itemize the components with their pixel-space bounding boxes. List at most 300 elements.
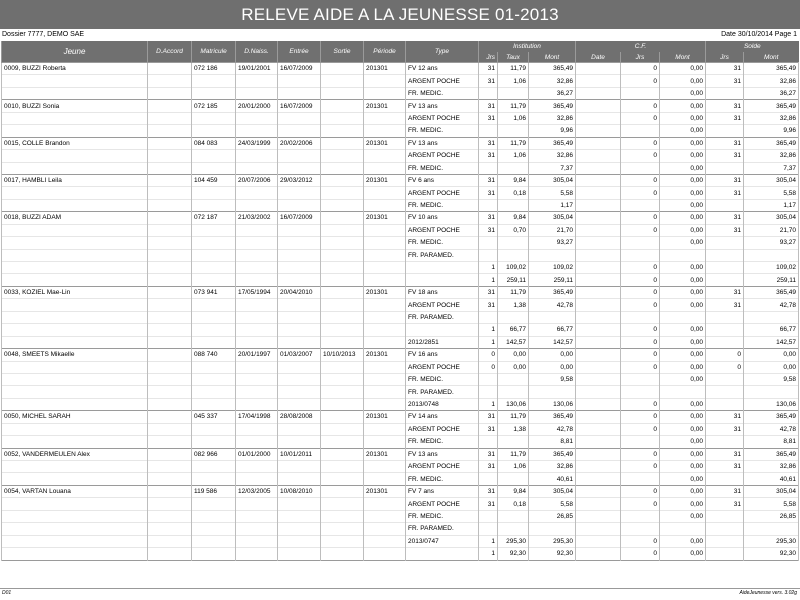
cell-taux [498,87,529,99]
cell-jeune: 0018, BUZZI ADAM [2,212,148,224]
table-row [2,398,799,410]
cell-taux: 1,06 [498,112,529,124]
cell-dnaiss [236,461,278,473]
cell-cmont: 0,00 [660,212,706,224]
cell-dnaiss [236,510,278,522]
cell-daccord [148,336,192,348]
cell-jeune [2,237,148,249]
cell-cmont: 0,00 [660,548,706,560]
cell-cmont: 0,00 [660,162,706,174]
cell-ijrs [479,249,498,261]
cell-type: ARGENT POCHE [406,299,479,311]
cell-entree: 20/02/2006 [278,137,321,149]
cell-ijrs [479,386,498,398]
cell-type: FR. MEDIC. [406,436,479,448]
cell-cjrs [621,373,660,385]
cell-sortie [321,224,364,236]
footer-code: D01 [2,590,12,596]
cell-sjrs: 31 [706,448,744,460]
cell-cmont: 0,00 [660,423,706,435]
cell-cmont: 0,00 [660,100,706,112]
cell-matricule: 072 187 [192,212,236,224]
cell-cmont [660,249,706,261]
cell-taux: 1,38 [498,423,529,435]
cell-imont [529,311,576,323]
cell-sjrs: 31 [706,411,744,423]
cell-daccord [148,100,192,112]
table-row [2,199,799,211]
cell-periode: 201301 [364,485,406,497]
cell-imont: 142,57 [529,336,576,348]
cell-matricule [192,75,236,87]
cell-cdate [576,398,621,410]
cell-type: FR. MEDIC. [406,162,479,174]
cell-taux: 9,84 [498,174,529,186]
cell-smont: 32,86 [744,461,799,473]
cell-cdate [576,199,621,211]
col-jeune: Jeune [2,41,148,63]
cell-dnaiss [236,199,278,211]
cell-taux [498,386,529,398]
cell-ijrs: 0 [479,361,498,373]
cell-dnaiss [236,324,278,336]
cell-cmont: 0,00 [660,535,706,547]
cell-dnaiss [236,75,278,87]
cell-imont: 1,17 [529,199,576,211]
cell-jeune [2,548,148,560]
cell-sortie [321,262,364,274]
cell-entree: 16/07/2009 [278,63,321,75]
cell-ijrs: 31 [479,137,498,149]
cell-dnaiss [236,386,278,398]
cell-smont: 365,49 [744,448,799,460]
cell-cmont: 0,00 [660,187,706,199]
cell-jeune [2,274,148,286]
cell-dnaiss [236,361,278,373]
cell-sortie [321,150,364,162]
cell-sjrs: 31 [706,63,744,75]
cell-cmont: 0,00 [660,436,706,448]
cell-type: FR. MEDIC. [406,87,479,99]
cell-periode [364,262,406,274]
table-row [2,125,799,137]
cell-cmont: 0,00 [660,112,706,124]
cell-sjrs: 31 [706,174,744,186]
cell-imont: 365,49 [529,137,576,149]
table-row [2,461,799,473]
cell-matricule [192,87,236,99]
cell-sortie [321,373,364,385]
cell-periode [364,361,406,373]
cell-daccord [148,274,192,286]
table-row [2,386,799,398]
cell-dnaiss: 21/03/2002 [236,212,278,224]
cell-jeune: 0017, HAMBLI Leila [2,174,148,186]
cell-cdate [576,162,621,174]
cell-matricule [192,461,236,473]
cell-periode [364,237,406,249]
cell-imont: 9,96 [529,125,576,137]
cell-imont: 32,86 [529,150,576,162]
cell-periode [364,523,406,535]
cell-imont [529,386,576,398]
cell-smont: 32,86 [744,75,799,87]
cell-periode [364,436,406,448]
cell-smont: 92,30 [744,548,799,560]
cell-imont: 109,02 [529,262,576,274]
cell-dnaiss: 12/03/2005 [236,485,278,497]
cell-smont: 259,11 [744,274,799,286]
cell-ijrs: 1 [479,535,498,547]
cell-sortie [321,523,364,535]
cell-sortie [321,510,364,522]
cell-entree: 16/07/2009 [278,212,321,224]
cell-dnaiss [236,299,278,311]
cell-cjrs [621,311,660,323]
cell-daccord [148,386,192,398]
table-row [2,212,799,224]
cell-cdate [576,75,621,87]
table-row [2,224,799,236]
cell-sjrs [706,473,744,485]
cell-type: FV 16 ans [406,349,479,361]
cell-imont: 40,61 [529,473,576,485]
cell-sortie [321,398,364,410]
cell-jeune: 0054, VARTAN Louana [2,485,148,497]
cell-jeune [2,75,148,87]
cell-daccord [148,535,192,547]
cell-smont: 365,49 [744,137,799,149]
cell-entree [278,386,321,398]
cell-type: ARGENT POCHE [406,112,479,124]
cell-entree [278,436,321,448]
cell-matricule [192,224,236,236]
cell-jeune [2,398,148,410]
cell-entree: 20/04/2010 [278,286,321,298]
col-inst-jrs: Jrs [479,52,498,63]
cell-matricule [192,274,236,286]
cell-ijrs: 1 [479,398,498,410]
cell-sortie [321,448,364,460]
cell-type: 2013/0748 [406,398,479,410]
cell-periode: 201301 [364,137,406,149]
cell-smont: 305,04 [744,212,799,224]
cell-ijrs: 31 [479,75,498,87]
cell-type: FR. MEDIC. [406,373,479,385]
cell-jeune [2,112,148,124]
table-row [2,262,799,274]
cell-entree [278,187,321,199]
table-row [2,274,799,286]
cell-smont [744,523,799,535]
cell-periode: 201301 [364,286,406,298]
cell-sjrs: 31 [706,461,744,473]
cell-dnaiss: 01/01/2000 [236,448,278,460]
cell-ijrs: 31 [479,485,498,497]
cell-smont: 365,49 [744,286,799,298]
cell-cdate [576,274,621,286]
cell-cjrs: 0 [621,63,660,75]
cell-ijrs [479,473,498,485]
cell-sortie: 10/10/2013 [321,349,364,361]
table-row [2,436,799,448]
cell-sjrs: 31 [706,112,744,124]
cell-matricule [192,162,236,174]
cell-periode [364,125,406,137]
table-row [2,286,799,298]
cell-smont: 1,17 [744,199,799,211]
cell-imont: 26,85 [529,510,576,522]
cell-matricule [192,436,236,448]
table-row [2,311,799,323]
cell-type: ARGENT POCHE [406,224,479,236]
cell-ijrs [479,237,498,249]
cell-sjrs [706,386,744,398]
cell-cdate [576,212,621,224]
cell-imont: 0,00 [529,361,576,373]
cell-sjrs [706,373,744,385]
releve-table [1,41,799,561]
cell-dnaiss [236,125,278,137]
col-cf-jrs: Jrs [621,52,660,63]
cell-cjrs: 0 [621,262,660,274]
cell-cdate [576,523,621,535]
cell-cjrs: 0 [621,548,660,560]
cell-type [406,324,479,336]
cell-matricule [192,199,236,211]
cell-ijrs [479,87,498,99]
cell-cjrs: 0 [621,224,660,236]
cell-entree: 29/03/2012 [278,174,321,186]
cell-periode: 201301 [364,212,406,224]
cell-smont: 21,70 [744,224,799,236]
cell-cjrs [621,249,660,261]
cell-cmont: 0,00 [660,199,706,211]
cell-cdate [576,411,621,423]
cell-periode: 201301 [364,63,406,75]
cell-imont: 5,58 [529,498,576,510]
table-row [2,349,799,361]
cell-smont: 109,02 [744,262,799,274]
cell-cmont: 0,00 [660,373,706,385]
cell-smont: 32,86 [744,150,799,162]
cell-matricule [192,398,236,410]
cell-dnaiss [236,523,278,535]
cell-jeune: 0010, BUZZI Sonia [2,100,148,112]
cell-ijrs: 31 [479,112,498,124]
col-group-institution: Institution [479,41,576,52]
table-body [2,63,799,561]
cell-dnaiss: 20/01/1997 [236,349,278,361]
cell-matricule [192,498,236,510]
cell-type: FV 13 ans [406,448,479,460]
cell-cmont: 0,00 [660,125,706,137]
cell-sortie [321,87,364,99]
cell-jeune [2,373,148,385]
cell-cjrs [621,87,660,99]
date-page-label: Date 30/10/2014 Page 1 [721,31,797,38]
table-row [2,100,799,112]
cell-periode [364,461,406,473]
cell-daccord [148,523,192,535]
cell-cdate [576,299,621,311]
table-row [2,237,799,249]
cell-imont: 295,30 [529,535,576,547]
cell-smont: 9,58 [744,373,799,385]
cell-sjrs: 31 [706,423,744,435]
cell-sortie [321,137,364,149]
cell-daccord [148,361,192,373]
cell-jeune: 0050, MICHEL SARAH [2,411,148,423]
cell-sjrs [706,535,744,547]
cell-matricule [192,249,236,261]
cell-type: FV 12 ans [406,63,479,75]
cell-cjrs [621,510,660,522]
cell-smont: 93,27 [744,237,799,249]
table-row [2,150,799,162]
cell-jeune [2,224,148,236]
cell-imont: 0,00 [529,349,576,361]
cell-taux: 142,57 [498,336,529,348]
cell-dnaiss: 17/05/1994 [236,286,278,298]
cell-type: FV 14 ans [406,411,479,423]
cell-ijrs: 31 [479,150,498,162]
cell-cdate [576,548,621,560]
cell-cmont: 0,00 [660,237,706,249]
cell-entree [278,461,321,473]
cell-periode [364,548,406,560]
cell-cjrs: 0 [621,299,660,311]
cell-jeune [2,249,148,261]
cell-jeune [2,423,148,435]
cell-sortie [321,237,364,249]
cell-cdate [576,473,621,485]
col-cf-date: Date [576,52,621,63]
cell-matricule [192,510,236,522]
table-row [2,423,799,435]
cell-entree [278,498,321,510]
cell-type: FV 13 ans [406,137,479,149]
cell-taux: 130,06 [498,398,529,410]
cell-dnaiss [236,112,278,124]
cell-matricule [192,336,236,348]
cell-cdate [576,361,621,373]
cell-cjrs: 0 [621,411,660,423]
cell-sortie [321,162,364,174]
cell-smont: 32,86 [744,112,799,124]
cell-matricule [192,311,236,323]
cell-cdate [576,485,621,497]
cell-jeune [2,436,148,448]
cell-cjrs: 0 [621,212,660,224]
cell-imont: 42,78 [529,299,576,311]
cell-daccord [148,162,192,174]
cell-smont: 0,00 [744,361,799,373]
cell-periode [364,249,406,261]
table-row [2,174,799,186]
cell-ijrs: 31 [479,498,498,510]
cell-daccord [148,461,192,473]
cell-cmont [660,311,706,323]
cell-jeune [2,361,148,373]
cell-taux [498,125,529,137]
cell-daccord [148,125,192,137]
cell-jeune [2,262,148,274]
cell-cmont: 0,00 [660,349,706,361]
cell-entree [278,423,321,435]
cell-taux: 1,06 [498,75,529,87]
cell-smont: 365,49 [744,63,799,75]
cell-cmont: 0,00 [660,498,706,510]
cell-daccord [148,349,192,361]
cell-dnaiss [236,373,278,385]
cell-taux: 0,00 [498,349,529,361]
cell-smont: 42,78 [744,423,799,435]
cell-taux: 259,11 [498,274,529,286]
cell-entree [278,299,321,311]
cell-daccord [148,510,192,522]
cell-sjrs: 0 [706,361,744,373]
cell-ijrs: 1 [479,336,498,348]
cell-cdate [576,324,621,336]
table-row [2,162,799,174]
cell-smont: 42,78 [744,299,799,311]
col-type: Type [406,41,479,63]
cell-ijrs [479,162,498,174]
cell-sortie [321,386,364,398]
cell-smont: 142,57 [744,336,799,348]
cell-ijrs: 0 [479,349,498,361]
cell-taux: 1,38 [498,299,529,311]
table-row [2,498,799,510]
cell-periode [364,398,406,410]
cell-entree [278,75,321,87]
cell-jeune [2,299,148,311]
cell-matricule: 084 083 [192,137,236,149]
cell-imont [529,249,576,261]
table-row [2,448,799,460]
cell-type: FV 7 ans [406,485,479,497]
cell-cmont: 0,00 [660,324,706,336]
cell-cdate [576,498,621,510]
table-row [2,137,799,149]
cell-sjrs [706,87,744,99]
cell-cdate [576,125,621,137]
cell-ijrs [479,311,498,323]
cell-daccord [148,473,192,485]
cell-sortie [321,199,364,211]
cell-type: FV 13 ans [406,100,479,112]
cell-cjrs [621,473,660,485]
cell-imont: 365,49 [529,63,576,75]
cell-cdate [576,373,621,385]
cell-dnaiss [236,548,278,560]
cell-cdate [576,224,621,236]
cell-entree [278,150,321,162]
cell-cmont: 0,00 [660,448,706,460]
cell-jeune [2,336,148,348]
cell-type: ARGENT POCHE [406,498,479,510]
cell-cjrs: 0 [621,423,660,435]
cell-sjrs: 31 [706,224,744,236]
cell-periode [364,187,406,199]
cell-matricule [192,386,236,398]
cell-sjrs: 31 [706,137,744,149]
cell-periode [364,535,406,547]
cell-entree [278,125,321,137]
cell-type: 2012/2851 [406,336,479,348]
cell-matricule [192,361,236,373]
